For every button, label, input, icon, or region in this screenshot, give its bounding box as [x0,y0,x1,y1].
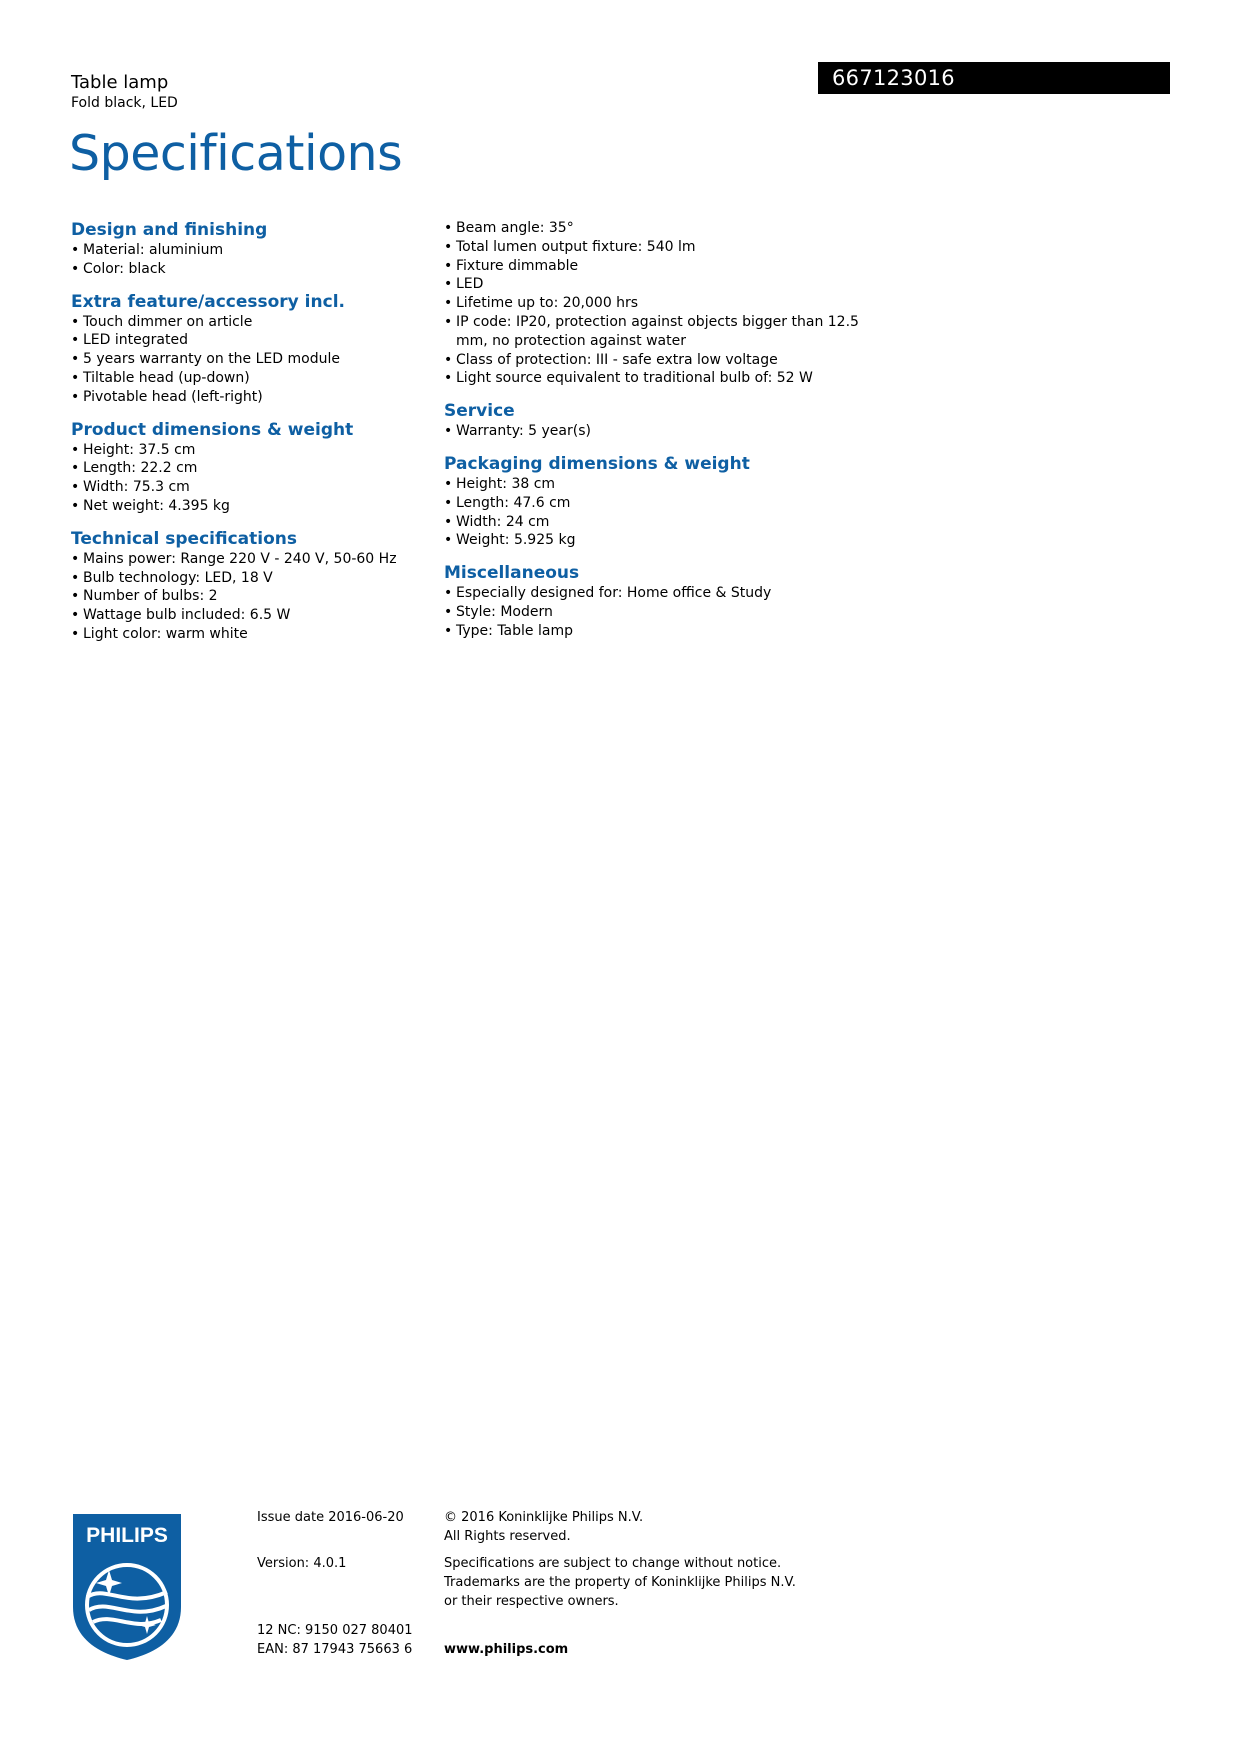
product-title: Table lamp [71,72,169,93]
spec-item: • Color: black [71,260,471,279]
section-heading: Technical specifications [71,528,297,549]
spec-list [71,241,471,279]
spec-list [71,313,471,407]
spec-list [444,584,864,640]
spec-item: • 5 years warranty on the LED module [71,350,471,369]
spec-item: • Total lumen output fixture: 540 lm [444,238,864,257]
disclaimer-line-3: or their respective owners. [444,1594,619,1609]
spec-item: • Beam angle: 35° [444,219,864,238]
spec-item: • Tiltable head (up-down) [71,369,471,388]
spec-item: • Especially designed for: Home office & Study [444,584,864,603]
spec-item: • Light color: warm white [71,625,471,644]
disclaimer-line-2: Trademarks are the property of Koninklijke Philips N.V. [444,1575,796,1590]
spec-section-service [444,400,864,441]
copyright-line-1: © 2016 Koninklijke Philips N.V. [444,1510,644,1525]
left-spec-column [71,219,471,656]
version: Version: 4.0.1 [257,1556,347,1571]
spec-list [71,441,471,516]
spec-item: • Length: 22.2 cm [71,459,471,478]
right-spec-column [444,219,864,653]
spec-item: • Lifetime up to: 20,000 hrs [444,294,864,313]
spec-section-packaging-dimensions-and-weight [444,453,864,550]
disclaimer-line-1: Specifications are subject to change without notice. [444,1556,782,1571]
spec-item: • IP code: IP20, protection against objects bigger than 12.5 mm, no protection against water [444,313,864,351]
section-heading: Service [444,401,515,422]
spec-list [71,550,471,644]
website-link[interactable]: www.philips.com [444,1642,569,1657]
section-heading: Product dimensions & weight [71,419,354,440]
spec-list [444,422,864,441]
spec-item: • Bulb technology: LED, 18 V [71,569,471,588]
spec-item: • Width: 75.3 cm [71,478,471,497]
spec-section-technical-specifications [71,528,471,644]
spec-item: • Length: 47.6 cm [444,494,864,513]
section-heading: Extra feature/accessory incl. [71,291,345,312]
section-heading: Miscellaneous [444,563,580,584]
spec-item: • Mains power: Range 220 V - 240 V, 50-60 Hz [71,550,471,569]
spec-section-continued [444,219,864,388]
spec-item: • Pivotable head (left-right) [71,388,471,407]
spec-item: • Class of protection: III - safe extra low voltage [444,351,864,370]
article-number-bar: 667123016 [818,62,1170,94]
spec-item: • Number of bulbs: 2 [71,587,471,606]
spec-item: • Style: Modern [444,603,864,622]
spec-item: • Light source equivalent to traditional bulb of: 52 W [444,369,864,388]
spec-item: • LED [444,275,864,294]
spec-item: • Height: 37.5 cm [71,441,471,460]
spec-item: • Type: Table lamp [444,622,864,641]
issue-date: Issue date 2016-06-20 [257,1510,404,1525]
spec-section-extra-feature-accessory-incl [71,291,471,407]
spec-section-miscellaneous [444,562,864,640]
page-title: Specifications [69,125,403,182]
philips-shield-logo [71,1512,183,1662]
section-heading: Packaging dimensions & weight [444,453,750,474]
spec-list [444,475,864,550]
section-heading: Design and finishing [71,220,268,240]
spec-item: • Height: 38 cm [444,475,864,494]
product-subtitle: Fold black, LED [71,95,178,111]
spec-item: • Warranty: 5 year(s) [444,422,864,441]
spec-item: • Net weight: 4.395 kg [71,497,471,516]
spec-item: • Fixture dimmable [444,257,864,276]
ean-code: EAN: 87 17943 75663 6 [257,1642,413,1657]
spec-section-design-and-finishing [71,219,471,279]
spec-item: • Width: 24 cm [444,513,864,532]
spec-section-product-dimensions-and-weight [71,419,471,516]
spec-item: • Touch dimmer on article [71,313,471,332]
spec-item: • Weight: 5.925 kg [444,531,864,550]
spec-item: • LED integrated [71,331,471,350]
spec-list [444,219,864,388]
spec-item: • Wattage bulb included: 6.5 W [71,606,471,625]
nc-code: 12 NC: 9150 027 80401 [257,1623,413,1638]
copyright-line-2: All Rights reserved. [444,1529,571,1544]
logo-wordmark: PHILIPS [86,1524,168,1547]
spec-item: • Material: aluminium [71,241,471,260]
